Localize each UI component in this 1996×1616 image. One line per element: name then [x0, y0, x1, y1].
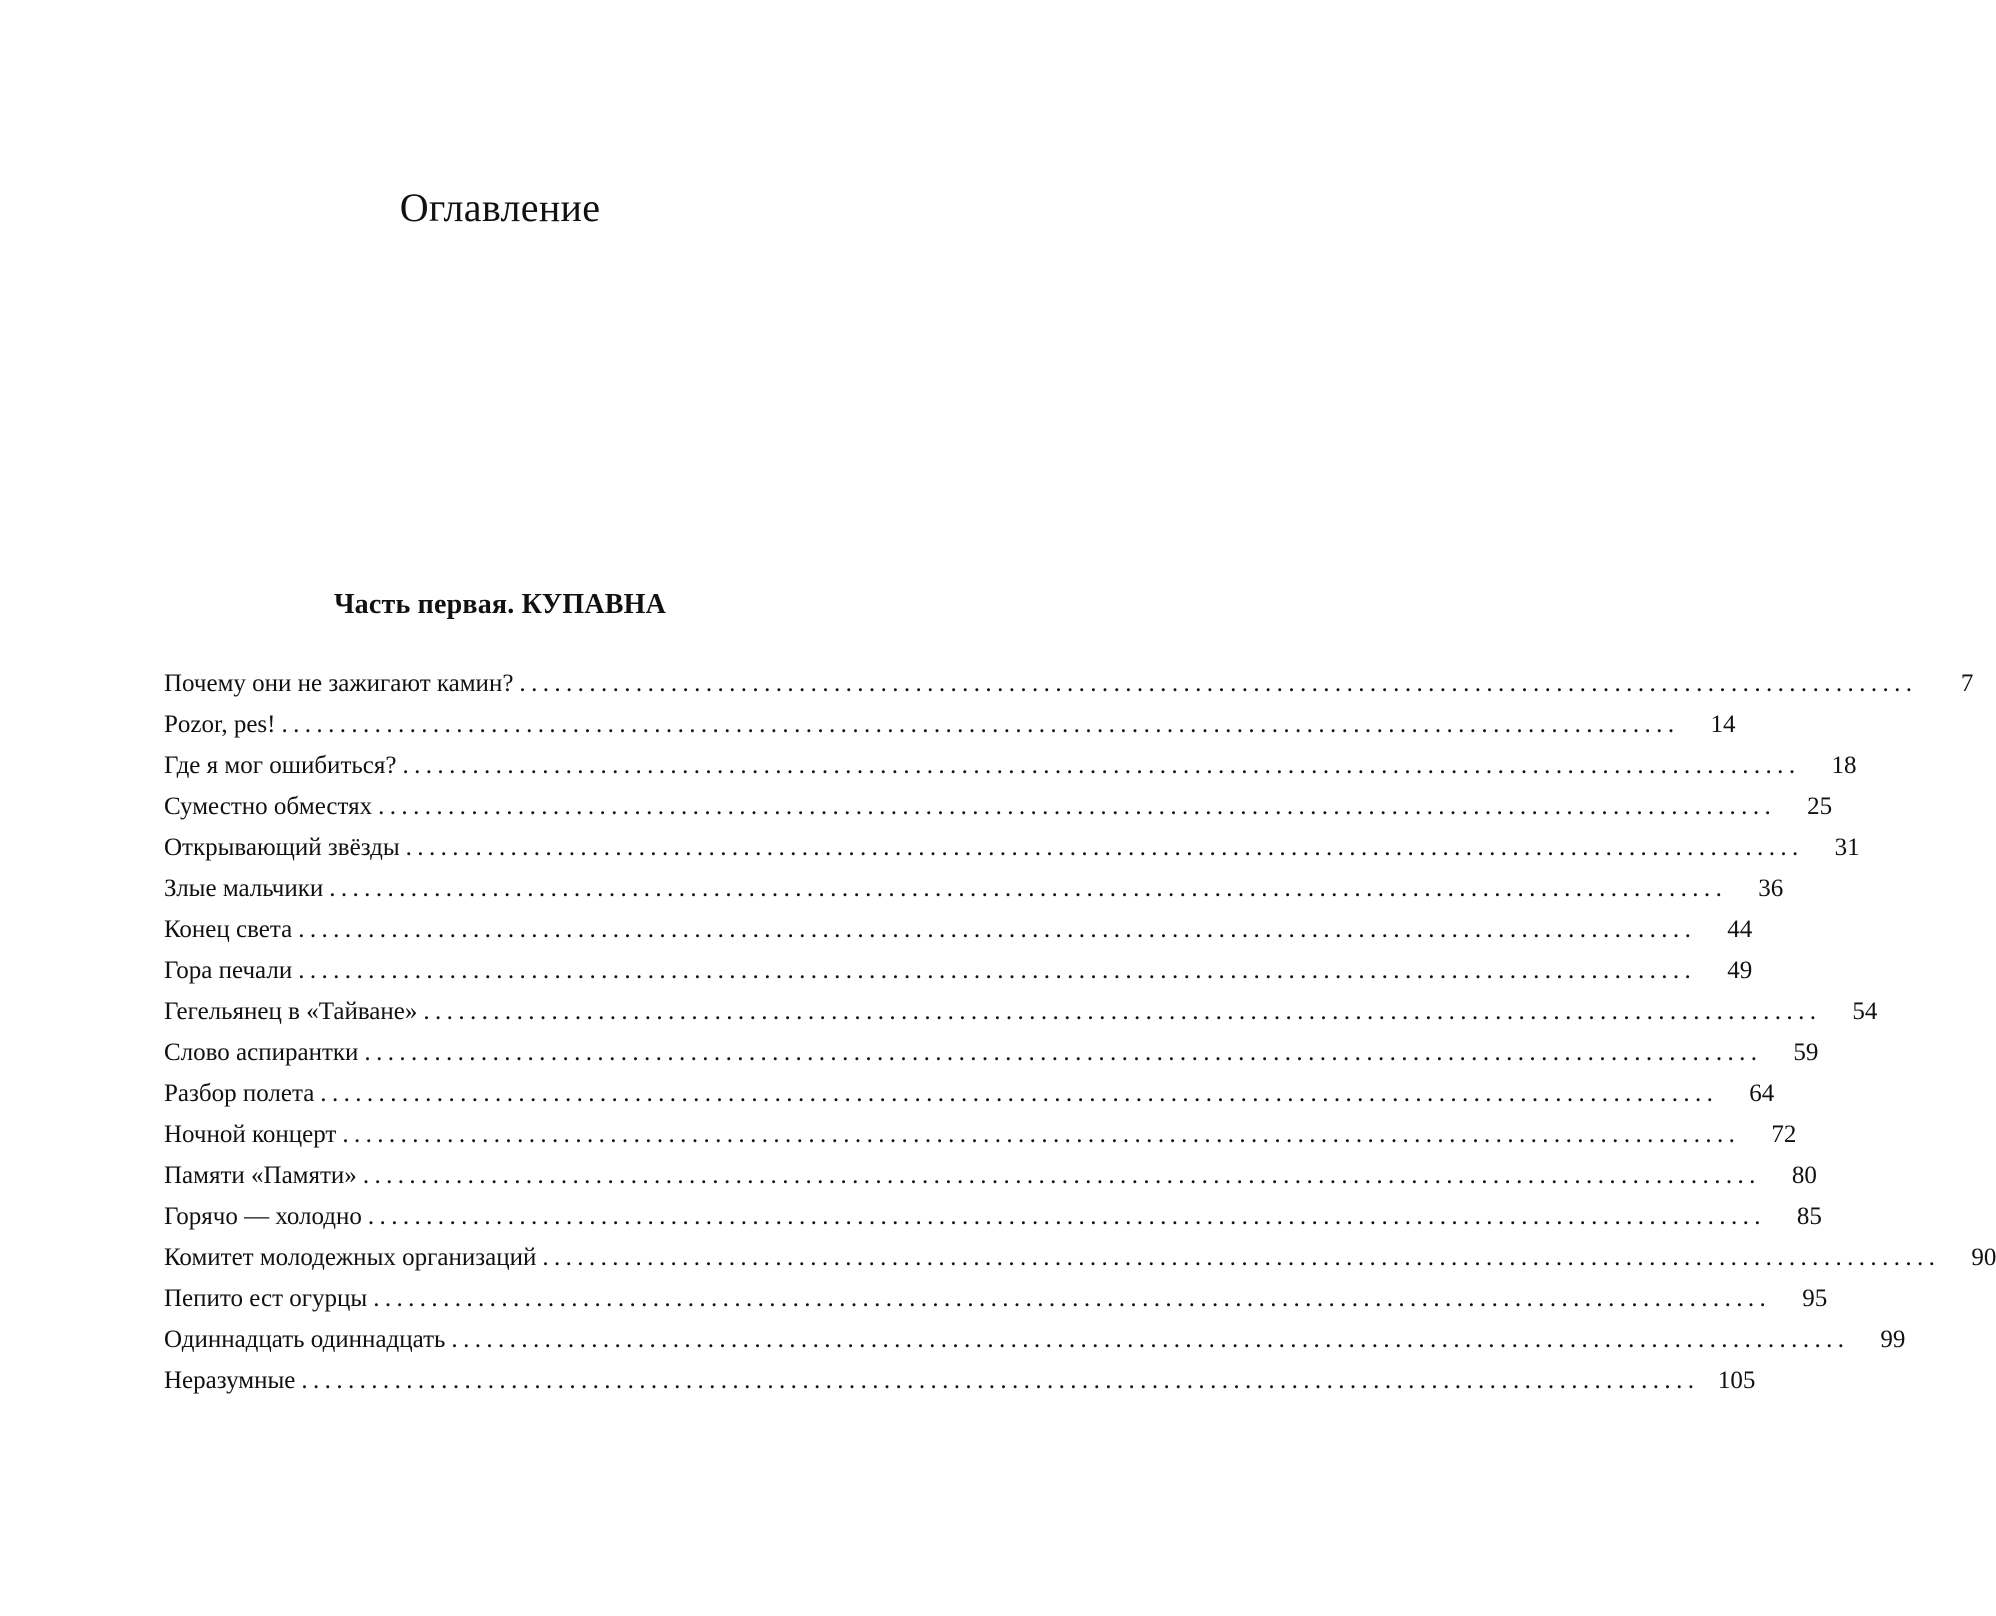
toc-entry-title: Суместно обместях [164, 790, 378, 824]
toc-entry [164, 708, 1736, 749]
toc-entry-page-number: 59 [1793, 1039, 1819, 1066]
toc-entry-title: Злые мальчики [164, 872, 329, 906]
toc-entry-page-number: 80 [1791, 1162, 1817, 1189]
toc-entry [164, 1159, 1817, 1200]
toc-entry [164, 1200, 1822, 1241]
toc-dot-leader: ........................................................................................................................ [281, 711, 1680, 738]
page-title: Оглавление [399, 185, 601, 230]
toc-dot-leader: ........................................................................................................................ [423, 998, 1822, 1025]
toc-entry-title: Неразумные [164, 1364, 301, 1398]
toc-entry-page-number: 99 [1880, 1326, 1906, 1353]
toc-entry-page-number: 14 [1710, 711, 1736, 738]
toc-entry [164, 954, 1753, 995]
toc-entry-title: Слово аспирантки [164, 1036, 364, 1070]
table-of-contents [164, 667, 1996, 1405]
toc-entry-page-number: 54 [1852, 998, 1878, 1025]
toc-entry-page-number: 49 [1727, 957, 1753, 984]
toc-dot-leader: ........................................................................................................................ [364, 1039, 1763, 1066]
toc-entry [164, 913, 1753, 954]
toc-dot-leader: ........................................................................................................................ [362, 1162, 1761, 1189]
toc-entry [164, 1241, 1996, 1282]
toc-entry-page-number: 105 [1717, 1367, 1756, 1394]
toc-entry-title: Пепито ест огурцы [164, 1282, 373, 1316]
toc-entry-page-number: 85 [1796, 1203, 1822, 1230]
toc-entry [164, 667, 1974, 708]
toc-dot-leader: ........................................................................................................................ [405, 834, 1804, 861]
toc-dot-leader: ........................................................................................................................ [301, 1367, 1700, 1394]
toc-entry [164, 1077, 1775, 1118]
toc-dot-leader: ........................................................................................................................ [402, 752, 1801, 779]
toc-entry [164, 1036, 1819, 1077]
toc-entry-page-number: 7 [1960, 670, 1974, 697]
toc-dot-leader: ........................................................................................................................ [342, 1121, 1741, 1148]
toc-entry-title: Памяти «Памяти» [164, 1159, 363, 1193]
toc-entry-title: Горячо — холодно [164, 1200, 368, 1234]
toc-dot-leader: ........................................................................................................................ [367, 1203, 1766, 1230]
toc-entry-page-number: 64 [1749, 1080, 1775, 1107]
toc-entry-title: Открывающий звёзды [164, 831, 406, 865]
toc-entry-page-number: 44 [1727, 916, 1753, 943]
toc-dot-leader: ........................................................................................................................ [329, 875, 1728, 902]
toc-entry-title: Одиннадцать одиннадцать [164, 1323, 451, 1357]
toc-dot-leader: ........................................................................................................................ [451, 1326, 1850, 1353]
toc-entry-title: Разбор полета [164, 1077, 320, 1111]
toc-entry-page-number: 31 [1834, 834, 1860, 861]
toc-entry-page-number: 72 [1771, 1121, 1797, 1148]
toc-entry-page-number: 90 [1971, 1244, 1996, 1271]
toc-entry-title: Ночной концерт [164, 1118, 342, 1152]
toc-entry [164, 995, 1878, 1036]
toc-dot-leader: ........................................................................................................................ [542, 1244, 1941, 1271]
toc-dot-leader: ........................................................................................................................ [373, 1285, 1772, 1312]
toc-entry [164, 1323, 1906, 1364]
toc-entry-page-number: 18 [1831, 752, 1857, 779]
toc-entry [164, 1364, 1756, 1405]
toc-dot-leader: ........................................................................................................................ [320, 1080, 1719, 1107]
toc-dot-leader: ........................................................................................................................ [378, 793, 1777, 820]
toc-entry [164, 1282, 1828, 1323]
toc-entry-page-number: 25 [1807, 793, 1833, 820]
toc-entry [164, 749, 1857, 790]
toc-entry-title: Pozor, pes! [164, 708, 281, 742]
toc-entry-page-number: 36 [1758, 875, 1784, 902]
toc-entry-page-number: 95 [1802, 1285, 1828, 1312]
toc-entry-title: Комитет молодежных организаций [164, 1241, 542, 1275]
toc-entry [164, 872, 1784, 913]
toc-dot-leader: ........................................................................................................................ [298, 957, 1697, 984]
toc-entry-title: Где я мог ошибиться? [164, 749, 402, 783]
toc-entry-title: Конец света [164, 913, 298, 947]
toc-entry-title: Гегельянец в «Тайване» [164, 995, 423, 1029]
toc-entry [164, 790, 1833, 831]
toc-entry-title: Гора печали [164, 954, 298, 988]
toc-dot-leader: ........................................................................................................................ [519, 670, 1918, 697]
toc-dot-leader: ........................................................................................................................ [298, 916, 1697, 943]
toc-entry [164, 1118, 1797, 1159]
part-heading: Часть первая. КУПАВНА [333, 589, 667, 620]
toc-entry [164, 831, 1860, 872]
toc-entry-title: Почему они не зажигают камин? [164, 667, 519, 701]
